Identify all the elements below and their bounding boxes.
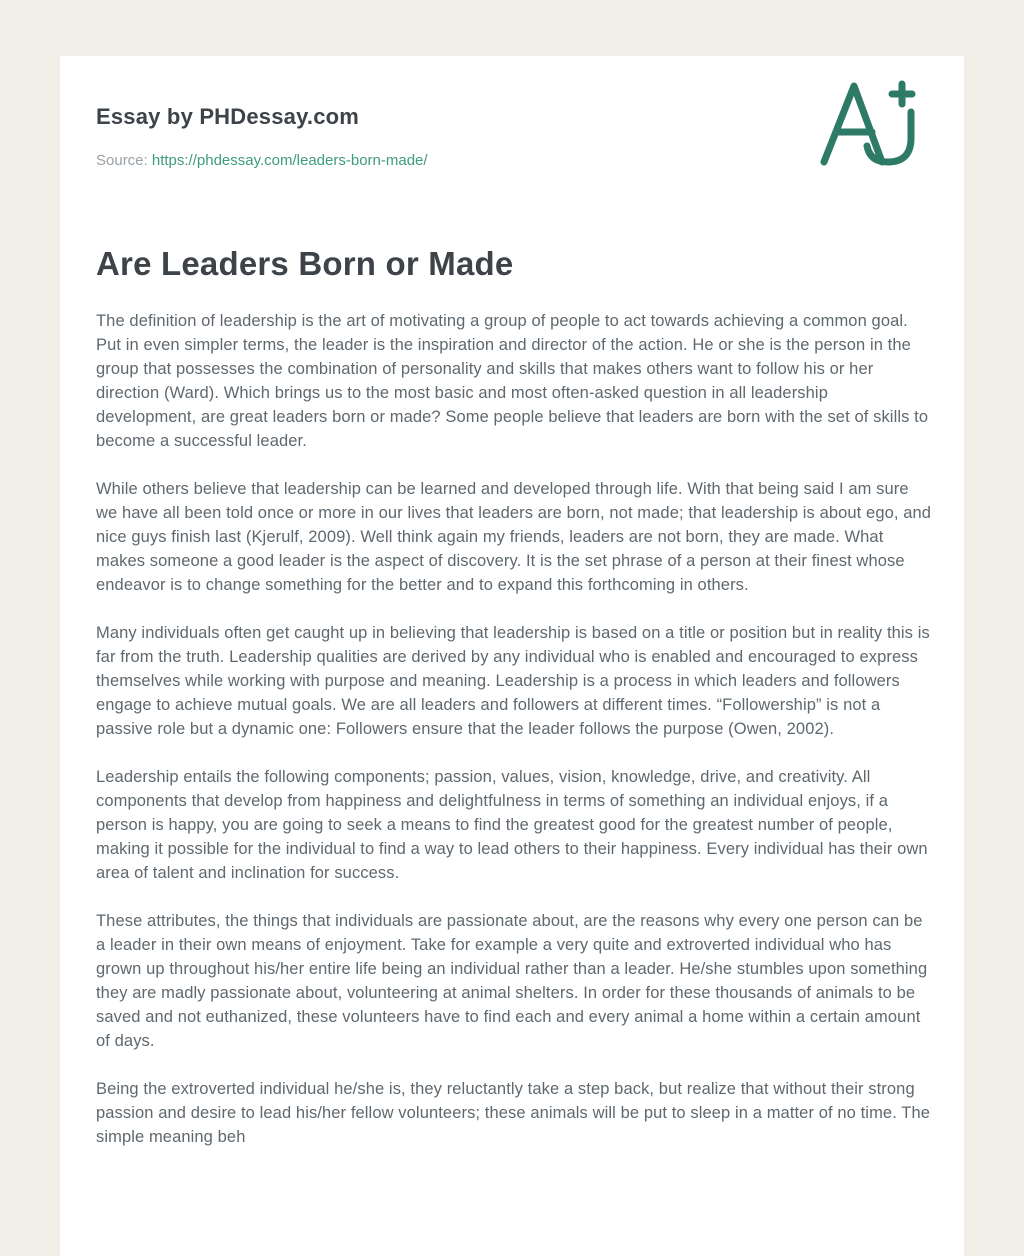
source-label: Source:: [96, 152, 148, 169]
article-body: [96, 309, 932, 1149]
site-title: Essay by PHDessay.com: [96, 104, 360, 129]
paragraph: Many individuals often get caught up in believing that leadership is based on a title or position but in reality this is far from the truth. Leadership qualities are derived by any individual who is enabled and encouraged to express themselves while working with purpose and meaning. Leadership is a process in which leaders and followers engage to achieve mutual goals. We are all leaders and followers at different times. “Followership” is not a passive role but a dynamic one: Followers ensure that the leader follows the purpose (Owen, 2002).: [96, 624, 930, 738]
essay-card: [60, 56, 964, 1256]
phdessay-logo: [814, 74, 924, 174]
source-url-link[interactable]: https://phdessay.com/leaders-born-made/: [151, 152, 428, 169]
essay-title: Are Leaders Born or Made: [96, 245, 514, 282]
paragraph: Being the extroverted individual he/she is, they reluctantly take a step back, but realize that without their strong passion and desire to lead his/her fellow volunteers; these animals will be put to sleep in a matter of no time. The simple meaning beh: [96, 1080, 930, 1146]
paragraph: While others believe that leadership can be learned and developed through life. With that being said I am sure we have all been told once or more in our lives that leaders are born, not made; that leadership is about ego, and nice guys finish last (Kjerulf, 2009). Well think again my friends, leaders are not born, they are made. What makes someone a good leader is the aspect of discovery. It is the set phrase of a person at their finest whose endeavor is to change something for the better and to expand this forthcoming in others.: [96, 480, 932, 594]
paragraph: The definition of leadership is the art of motivating a group of people to act towards achieving a common goal. Put in even simpler terms, the leader is the inspiration and director of the action. He or she is the person in the group that possesses the combination of personality and skills that makes others want to follow his or her direction (Ward). Which brings us to the most basic and most often-asked question in all leadership development, are great leaders born or made? Some people believe that leaders are born with the set of skills to become a successful leader.: [96, 312, 929, 450]
paragraph: These attributes, the things that individuals are passionate about, are the reasons why every one person can be a leader in their own means of enjoyment. Take for example a very quite and extroverted individual who has grown up throughout his/her entire life being an individual rather than a leader. He/she stumbles upon something they are madly passionate about, volunteering at animal shelters. In order for these thousands of animals to be saved and not euthanized, these volunteers have to find each and every animal a home within a certain amount of days.: [96, 912, 928, 1050]
source-line: [96, 152, 928, 169]
paragraph: Leadership entails the following components; passion, values, vision, knowledge, drive, and creativity. All components that develop from happiness and delightfulness in terms of something an individual enjoys, if a person is happy, you are going to seek a means to find the greatest good for the greatest number of people, making it possible for the individual to find a way to lead others to their happiness. Every individual has their own area of talent and inclination for success.: [96, 768, 928, 882]
a-plus-j-logo-icon: [814, 74, 924, 174]
